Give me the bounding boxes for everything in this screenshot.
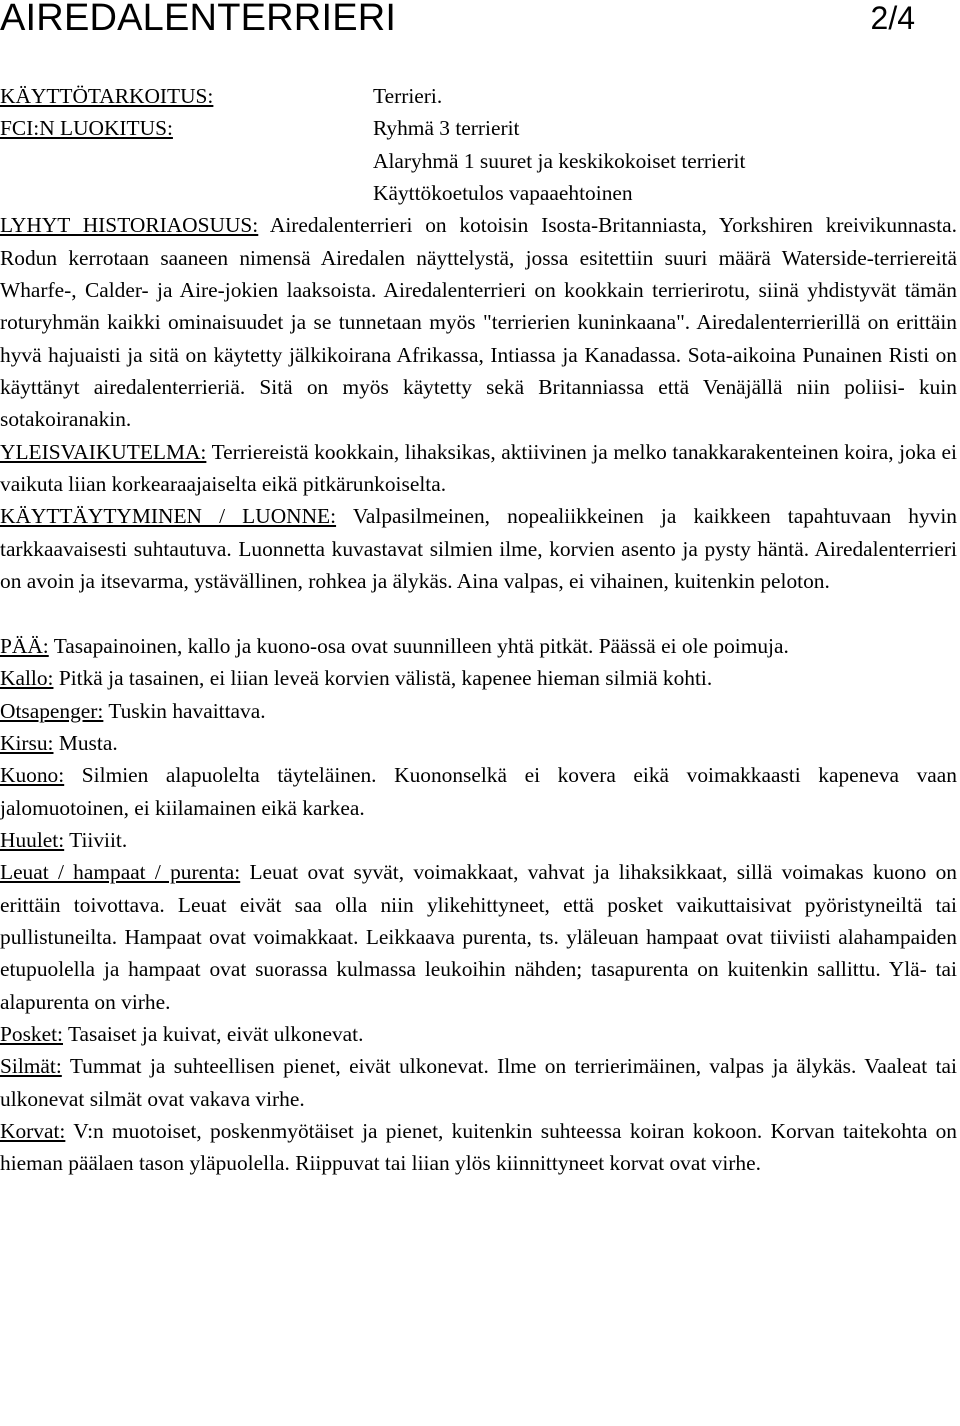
cheeks-label: Posket: bbox=[0, 1021, 63, 1046]
stop-label: Otsapenger: bbox=[0, 698, 104, 723]
stop-paragraph bbox=[0, 695, 957, 727]
fci-value-working-trial: Käyttökoetulos vapaaehtoinen bbox=[373, 181, 633, 206]
skull-label: Kallo: bbox=[0, 666, 54, 691]
page-number: 2/4 bbox=[870, 0, 915, 36]
skull-paragraph bbox=[0, 662, 957, 694]
ears-paragraph bbox=[0, 1115, 957, 1180]
page-header bbox=[0, 0, 960, 44]
fci-row-subgroup bbox=[0, 145, 957, 177]
cheeks-paragraph bbox=[0, 1018, 957, 1050]
jaws-teeth-bite-label: Leuat / hampaat / purenta: bbox=[0, 860, 241, 885]
eyes-paragraph bbox=[0, 1050, 957, 1115]
jaws-teeth-bite-text: Leuat ovat syvät, voimakkaat, vahvat ja lihaksikkaat, sillä voimakas kuono on erittäin toivottava. Leuat eivät saa olla niin ylikehittyneet, että posket vaikuttaisivat pyöristyneiltä tai pullistuneilta. Hampaat ovat voimakkaat. Leikkaava purenta, ts. yläleuan hampaat ovat tiiviisti alahampaiden etupuolella ja hampaat ovat suorassa kulmassa leukoihin nähden; tasapurenta on kuitenkin sallittu. Ylä- tai alapurenta on virhe. bbox=[0, 860, 957, 1014]
nose-text: Musta. bbox=[58, 730, 118, 755]
muzzle-paragraph bbox=[0, 759, 957, 824]
general-appearance-text: Terriereistä kookkain, lihaksikas, aktiivinen ja melko tanakkarakenteinen koira, joka ei vaikuta liian korkearaajaiselta eikä pitkärunkoiselta. bbox=[0, 439, 957, 497]
nose-paragraph bbox=[0, 727, 957, 759]
jaws-teeth-bite-paragraph bbox=[0, 856, 957, 1018]
eyes-text: Tummat ja suhteellisen pienet, eivät ulkonevat. Ilme on terrierimäinen, valpas ja älykäs. Vaaleat tai ulkonevat silmät ovat vakava virhe. bbox=[0, 1054, 957, 1111]
temperament-paragraph bbox=[0, 500, 957, 597]
lips-text: Tiiviit. bbox=[69, 827, 128, 852]
fci-value-subgroup: Alaryhmä 1 suuret ja keskikokoiset terrierit bbox=[373, 148, 746, 173]
muzzle-label: Kuono: bbox=[0, 763, 65, 788]
skull-text: Pitkä ja tasainen, ei liian leveä korvien välistä, kapenee hieman silmiä kohti. bbox=[58, 666, 713, 691]
muzzle-text: Silmien alapuolelta täyteläinen. Kuononselkä ei kovera eikä voimakkaasti kapeneva vaan jalomuotoinen, ei kiilamainen eikä karkea. bbox=[0, 763, 957, 820]
fci-label: FCI:N LUOKITUS: bbox=[0, 116, 173, 141]
lips-label: Huulet: bbox=[0, 827, 65, 852]
general-appearance-paragraph bbox=[0, 436, 957, 501]
stop-text: Tuskin havaittava. bbox=[108, 698, 266, 723]
usage-label: KÄYTTÖTARKOITUS: bbox=[0, 84, 214, 108]
history-label: LYHYT HISTORIAOSUUS: bbox=[0, 213, 259, 238]
general-appearance-label: YLEISVAIKUTELMA: bbox=[0, 439, 207, 464]
fci-row bbox=[0, 112, 957, 144]
history-text: Airedalenterrieri on kotoisin Isosta-Britanniasta, Yorkshiren kreivikunnasta. Rodun kerrotaan saaneen nimensä Airedalen näyttelystä, jossa esitettiin suuri määrä Waterside-terriereitä Wharfe-, Calder- ja Aire-jokien laaksoista. Airedalenterrieri on kookkain terrierirotu, siinä yhdistyvät tämän roturyhmän kaikki ominaisuudet ja se tunnetaan myös "terrierien kuninkaana". Airedalenterrierillä on erittäin hyvä hajuaisti ja sitä on käytetty jälkikoirana Afrikassa, Intiassa ja Kanadassa. Sota-aikoina Punainen Risti on käyttänyt airedalenterrieriä. Sitä on myös käytetty sekä Britanniassa että Venäjällä niin poliisi- kuin sotakoiranakin. bbox=[0, 213, 958, 432]
usage-value: Terrieri. bbox=[373, 84, 443, 108]
head-paragraph bbox=[0, 630, 957, 662]
ears-label: Korvat: bbox=[0, 1119, 66, 1143]
nose-label: Kirsu: bbox=[0, 730, 54, 755]
section-gap bbox=[0, 598, 957, 630]
document-title: AIREDALENTERRIERI bbox=[0, 0, 397, 39]
document-body bbox=[0, 80, 957, 1180]
fci-row-working-trial bbox=[0, 177, 957, 209]
temperament-text: Valpasilmeinen, nopealiikkeinen ja kaikkeen tapahtuvaan hyvin tarkkaavaisesti suhtautuva. Luonnetta kuvastavat silmien ilme, korvien asento ja pysty häntä. Airedalenterrieri on avoin ja itsevarma, ystävällinen, rohkea ja älykäs. Aina valpas, ei vihainen, kuitenkin peloton. bbox=[0, 504, 957, 594]
ears-text: V:n muotoiset, poskenmyötäiset ja pienet, kuitenkin suhteessa koiran kokoon. Korvan taitekohta on hieman päälaen tason yläpuolella. Riippuvat tai liian ylös kiinnittyneet korvat ovat virhe. bbox=[0, 1119, 958, 1176]
eyes-label: Silmät: bbox=[0, 1054, 62, 1079]
temperament-label: KÄYTTÄYTYMINEN / LUONNE: bbox=[0, 504, 337, 529]
head-text: Tasapainoinen, kallo ja kuono-osa ovat suunnilleen yhtä pitkät. Päässä ei ole poimuja. bbox=[53, 633, 789, 658]
history-paragraph bbox=[0, 209, 957, 435]
cheeks-text: Tasaiset ja kuivat, eivät ulkonevat. bbox=[67, 1021, 364, 1046]
head-label: PÄÄ: bbox=[0, 633, 49, 658]
usage-row bbox=[0, 80, 957, 112]
lips-paragraph bbox=[0, 824, 957, 856]
fci-value-group: Ryhmä 3 terrierit bbox=[373, 116, 520, 141]
